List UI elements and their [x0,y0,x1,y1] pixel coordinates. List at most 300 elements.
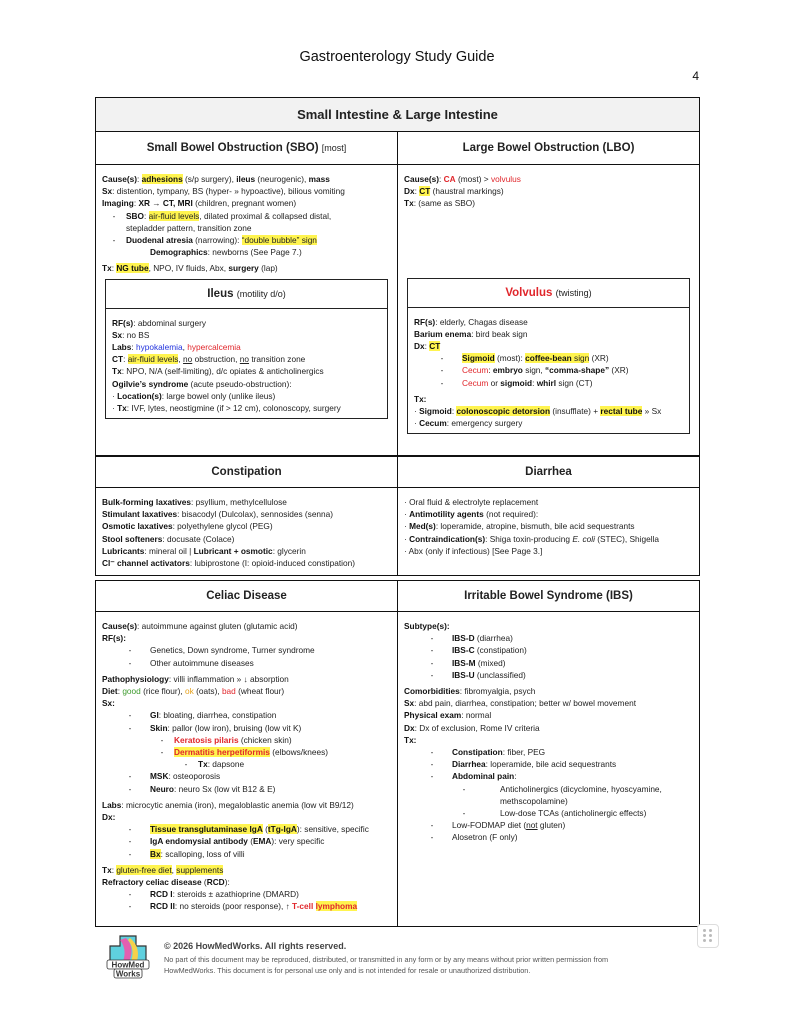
text-span: CT: air-fluid levels, no obstruction, no transition zone [112,354,306,365]
text-span [404,807,693,819]
text-span: air-fluid levels [127,354,179,365]
text-span [404,783,693,795]
text-span: hypokalemia [136,342,183,353]
sbo-xr-finding: - SBO: air-fluid levels, dilated proximal & collapsed distal, [102,210,391,222]
legal-notice [164,954,724,976]
logo-text-1: HowMed [111,960,145,970]
text-span: : bird beak sign [471,328,528,339]
text-span: : pallor (low iron), bruising (low vit K) [167,722,302,733]
text-span: ok [185,686,194,697]
text-span: (not required): [483,509,539,520]
text-span [102,673,391,685]
text-span: “double bubble” sign [241,235,317,246]
text-span: (wheat flour) [235,686,285,697]
text-span: (motility d/o) [236,288,286,299]
copyright: © 2026 HowMedWorks. All rights reserved. [164,941,347,951]
risk-factor-item: - Genetics, Down syndrome, Turner syndrome [102,644,391,656]
ibs-subtype [404,669,693,681]
legal-line: HowMedWorks. This document is for personal use only and is not intended for resale or unauthorized distribution. [164,966,531,975]
text-span: (unclassified) [474,669,526,680]
text-span: CT [429,341,441,352]
text-span: gluten) [537,820,566,831]
text-span: ): sensitive, specific [296,824,369,835]
text-span: Dx [404,186,415,197]
text-span: (children, pregnant women) [192,198,297,209]
text-span: : Shiga toxin-producing [485,533,573,544]
text-span: Cecum [462,377,489,388]
text-span [709,934,712,937]
text-span: not [526,820,538,831]
text-span: Sx: [102,698,115,709]
text-span [703,939,706,942]
text-span: : loperamide, atropine, bismuth, bile acid sequestrants [435,521,635,532]
text-span: RF(s) [112,317,134,328]
text-span: whirl [536,377,557,388]
text-span: methscopolamine) [500,795,568,806]
text-span: Labs: hypokalemia, hypercalcemia [112,342,241,353]
text-span: obstruction, [192,354,240,365]
text-span: ( [201,877,207,888]
text-span: : newborns (See Page 7.) [207,247,302,258]
text-span: : bloating, diarrhea, constipation [158,710,277,721]
sbo-header [96,132,398,165]
volvulus-header [408,279,689,308]
text-span [404,197,693,209]
text-span: E. coli [572,533,595,544]
text-span: - Alosetron (F only) [404,831,693,843]
constipation-diarrhea-table [95,456,700,576]
text-span: Barium enema [414,328,472,339]
text-span: (lap) [258,263,278,274]
text-span: mass [308,174,330,184]
text-span: T-cell [292,901,314,912]
text-span: · Tx: IVF, lytes, neostigmine (if > 12 cm), colonoscopy, surgery [112,403,341,414]
text-span: Cause(s) [102,174,138,184]
text-span: Dx: CT (haustral markings) [404,186,504,197]
text-span [404,770,693,782]
text-span: : steroids ± azathioprine (DMARD) [172,889,299,900]
text-span: Cause(s): CA (most) > volvulus [404,174,521,184]
text-span: Refractory celiac disease [102,877,202,888]
text-span: RCD [206,877,225,888]
text-span: : emergency surgery [446,418,523,429]
text-span: - Cecum or sigmoid: whirl sign (CT) [414,377,683,389]
text-span: Duodenal atresia [126,235,193,246]
text-span [102,799,391,811]
text-span [414,352,683,364]
ileus-body [106,309,387,419]
text-span: : elderly, Chagas disease [435,316,528,327]
ibs-subtype [404,632,693,644]
obstruction-table [95,97,700,456]
text-span: : autoimmune against gluten (glutamic acid) [137,621,298,631]
text-span: air-fluid levels [148,210,200,221]
text-span: Pathophysiology [102,673,169,684]
text-span: RF(s) [414,316,436,327]
text-span: : fiber, PEG [502,747,546,758]
text-span: Sx [102,186,113,197]
text-span: (STEC), Shigella [594,533,659,544]
text-span: Tx: gluten-free diet, supplements [102,864,224,875]
text-span: volvulus [490,174,521,184]
text-span: · Location(s): large bowel only (unlike ileus) [112,390,276,401]
constipation-row [102,533,391,545]
text-span [102,811,391,823]
text-span: (twisting) [555,287,592,298]
text-span [96,488,700,576]
diarrhea-header: Diarrhea [398,457,700,488]
text-span: : bisacodyl (Dulcolax), sennosides (senna) [177,509,334,520]
text-span: Lubricants [102,545,145,556]
text-span [404,685,693,697]
text-span: (XR) [589,353,609,364]
text-span [102,848,391,860]
text-span: Med(s) [409,521,436,532]
text-span: IBS-U [452,669,475,680]
text-span [414,316,683,328]
text-span: Low-FODMAP diet ( [452,820,527,831]
text-span [96,457,700,488]
text-span [112,378,381,390]
text-span: Tx [404,198,414,209]
text-span: Sx [112,329,123,340]
text-span: Ogilvie’s syndrome [112,378,189,389]
text-span: Dx [414,341,425,352]
text-span: surgery [228,263,259,274]
text-span: Sx [404,698,415,709]
text-span: IgA endomysial antibody [150,836,248,847]
text-span: (most) > [455,174,491,184]
text-span: Sigmoid [462,353,495,364]
text-span: GI [150,710,159,721]
text-span: ileus [236,174,256,184]
text-span: Imaging [102,198,134,209]
constipation-row [102,520,391,532]
text-span [102,722,391,734]
text-span [96,132,700,165]
text-span: : dapsone [207,759,245,770]
text-span [102,900,391,912]
text-span [112,329,381,341]
text-span: Bx [150,848,161,859]
text-span: : no BS [122,329,150,340]
text-span [102,697,391,709]
text-span: or [488,377,501,388]
text-span [102,632,391,644]
text-span [404,758,693,770]
text-span: IBS-C [452,645,475,656]
text-span [102,770,391,782]
text-span: Stimulant laxatives [102,509,178,520]
text-span: CT [419,186,431,197]
text-span: - Cecum: embryo sign, “comma-shape” (XR) [414,364,683,376]
text-span: : glycerin [272,545,306,556]
sbo-sx [102,185,391,197]
text-span: Anticholinergics (dicyclomine, hyoscyamine, [500,783,662,794]
text-span: : normal [461,710,492,721]
text-span: sign [571,353,590,364]
text-span: Constipation [452,747,503,758]
text-span: Tissue transglutaminase IgA [150,824,263,835]
text-span: good [122,686,141,697]
text-span [102,835,391,847]
text-span: : [514,771,517,782]
text-span: XR → CT, MRI [138,198,193,209]
text-span [709,929,712,932]
text-span: rectal tube [600,406,643,417]
legal-line: No part of this document may be reproduced, distributed, or transmitted in any form or by any means without prior written permission from [164,955,609,964]
text-span: IBS-D [452,633,475,644]
constipation-header: Constipation [96,457,398,488]
text-span: Keratosis pilaris [174,734,239,745]
text-span: · Sigmoid: colonoscopic detorsion (insufflate) + rectal tube » Sx [414,406,662,417]
sbo-imaging: Imaging: XR → CT, MRI (children, pregnant women) [102,198,297,209]
text-span: (XR) [609,365,629,376]
text-span: SBO [126,210,144,221]
constipation-row [102,496,391,508]
text-span: : IVF, lytes, neostigmine (if > 12 cm), colonoscopy, surgery [126,403,341,414]
text-span: , dilated proximal & collapsed distal, [199,210,332,221]
text-span: Cause(s) [404,174,440,184]
text-span: Labs [102,799,122,810]
text-span: CT [112,354,124,365]
text-span: Dx: [102,812,116,823]
text-span: bad [221,686,236,697]
sbo-tx: Tx: NG tube, NPO, IV fluids, Abx, surgery (lap) [102,263,278,274]
text-span [102,709,391,721]
text-span [404,819,693,831]
text-span [703,929,706,932]
text-span: ): very specific [271,836,325,847]
text-span: Lubricant + osmotic [193,545,273,556]
text-span: Skin [150,722,168,733]
page-number: 4 [692,69,699,83]
celiac-header: Celiac Disease [96,581,398,612]
text-span: ( [247,836,253,847]
text-span: Low-dose TCAs (anticholinergic effects) [500,808,647,819]
text-span [102,746,391,758]
text-span [96,581,700,612]
text-span: Diet: good (rice flour), ok (oats), bad (wheat flour) [102,686,285,697]
text-span: Tx [102,864,112,875]
text-span [96,612,700,927]
text-span [102,620,391,632]
text-span [709,939,712,942]
text-span: (rice flour), [140,686,186,697]
duodenal-atresia [102,234,391,246]
diarrhea-line: · Contraindication(s): Shiga toxin-producing E. coli (STEC), Shigella [404,533,659,544]
text-span: Sigmoid [419,406,452,417]
celiac-ibs-table [95,580,700,927]
text-span: : microcytic anemia (iron), megaloblastic anemia (low vit B9/12) [121,799,354,810]
text-span [404,722,693,734]
text-span: Physical exam [404,710,462,721]
text-span: (oats), [193,686,222,697]
diarrhea-line: · Med(s): loperamide, atropine, bismuth, bile acid sequestrants [404,521,635,532]
text-span: hypercalcemia [187,342,241,353]
text-span: Cause(s) [102,621,138,631]
text-span: : large bowel only (unlike ileus) [161,390,276,401]
text-span: Labs [112,342,132,353]
text-span: Volvulus [505,286,553,299]
sbo-cause: Cause(s): adhesions (s/p surgery), ileus (neurogenic), mass [102,174,330,184]
text-span: sign (CT) [556,377,593,388]
ileus-box [105,279,388,420]
sbo-title: Small Bowel Obstruction (SBO) [146,142,319,154]
sbo-body [96,165,398,456]
text-span: Tx [117,403,127,414]
text-span: adhesions [141,174,183,184]
text-span: Tx: [414,393,427,404]
text-span: : fibromyalgia, psych [459,686,536,697]
text-span [404,620,693,632]
volvulus-box [407,278,690,435]
lbo-header: Large Bowel Obstruction (LBO) [398,132,700,165]
text-span [96,98,700,456]
text-span: : psyllium, methylcellulose [191,497,287,507]
text-span: lymphoma [315,901,358,912]
text-span: » Sx [642,406,662,417]
text-span: : lubiprostone (I: opioid-induced constipation) [189,558,355,569]
text-span [96,98,700,132]
text-span: : polyethylene glycol (PEG) [172,521,273,532]
text-span: Osmotic laxatives [102,521,173,532]
text-span: (diarrhea) [474,633,513,644]
text-span: : osteoporosis [168,771,221,782]
text-span: Dx [404,722,415,733]
text-span: : mineral oil | [144,545,194,556]
text-span [414,393,683,405]
text-span: Subtype(s): [404,621,450,631]
text-span [102,823,391,835]
risk-factor-item: - Other autoimmune diseases [102,657,391,669]
sbo-title-note: [most] [321,143,347,153]
text-span: Tx [112,366,122,377]
constipation-row [102,545,391,557]
diarrhea-body [398,488,700,576]
text-span: Tx [198,759,208,770]
text-span: sign, [522,365,546,376]
text-span [102,734,391,746]
text-span: (acute pseudo-obstruction): [188,378,292,389]
text-span: Stool softeners [102,533,163,544]
ibs-subtype [404,644,693,656]
text-span [96,165,700,456]
duodenal-demographics [102,246,391,258]
text-span [404,746,693,758]
text-span: “comma-shape” [545,365,610,376]
text-span: EMA [252,836,272,847]
text-span: embryo [492,365,523,376]
text-span: : docusate (Colace) [162,533,235,544]
text-span: MSK [150,771,169,782]
footer [106,930,706,982]
text-span: : NPO, N/A (self-limiting), d/c opiates & anticholinergics [121,366,324,377]
text-span: (most): [494,353,526,364]
text-span: Location(s) [117,390,162,401]
constipation-row [102,508,391,520]
text-span: no [239,354,250,365]
text-span: (mixed) [475,657,506,668]
text-span: Cecum [419,418,447,429]
text-span: gluten-free diet [116,864,172,875]
constipation-row [102,557,391,569]
text-span [102,758,391,770]
text-span: coffee-bean [525,353,572,364]
sbo-xr-finding-cont: stepladder pattern, transition zone [126,222,252,233]
text-span [404,709,693,721]
text-span [404,734,693,746]
text-span: : Dx of exclusion, Rome IV criteria [414,722,540,733]
document-title: Gastroenterology Study Guide [299,49,495,65]
text-span: (elbows/knees) [269,747,329,758]
text-span: (chicken skin) [238,734,292,745]
text-span: Ileus [207,287,234,300]
text-span: ( [262,824,268,835]
celiac-body [96,612,398,927]
text-span: tTg-IgA [267,824,297,835]
text-span: Comorbidities [404,686,460,697]
section-banner: Small Intestine & Large Intestine [96,98,700,132]
text-span: colonoscopic detorsion [456,406,551,417]
text-span: Neuro [150,783,174,794]
text-span: Cl⁻ channel activators [102,558,190,569]
text-span: Contraindication(s) [409,533,486,544]
text-span: (s/p surgery), [182,174,237,184]
text-span: (constipation) [474,645,527,656]
howmedworks-logo [106,932,150,980]
volvulus-body [408,308,689,434]
text-span: : villi inflammation » ↓ absorption [168,673,289,684]
text-span [112,365,381,377]
text-span: · Cecum: emergency surgery [414,418,523,429]
text-span [703,934,706,937]
drag-handle-icon[interactable] [697,924,719,948]
logo-text-2: Works [115,969,141,979]
text-span: sigmoid [500,377,533,388]
text-span: Abdominal pain [452,771,515,782]
text-span: : loperamide, bile acid sequestrants [485,759,617,770]
text-span [102,888,391,900]
text-span: RF(s): [102,633,126,644]
text-span: (neurogenic), [255,174,309,184]
text-span: NG tube [116,263,149,274]
text-span [96,581,700,927]
ibs-subtype [404,657,693,669]
text-span: : neuro Sx (low vit B12 & E) [173,783,276,794]
text-span [102,783,391,795]
text-span: CA [443,174,456,184]
text-span: supplements [176,864,224,875]
text-span [112,317,381,329]
diarrhea-line: · Abx (only if infectious) [See Page 3.] [404,545,543,556]
text-span: : distention, tympany, BS (hyper- » hypoactive), bilious vomiting [112,186,345,197]
text-span: Diarrhea [452,759,486,770]
diarrhea-line: · Oral fluid & electrolyte replacement [404,497,539,507]
ileus-header [106,280,387,309]
text-span: : abdominal surgery [133,317,207,328]
text-span: transition zone [249,354,306,365]
text-span: : scalloping, loss of villi [160,848,245,859]
text-span: Tx [102,263,112,274]
text-span: Dermatitis herpetiformis [174,747,270,758]
text-span: RCD I [150,889,173,900]
diarrhea-line: · Antimotility agents (not required): [404,509,539,520]
text-span: RCD II [150,901,175,912]
text-span: : (same as SBO) [413,198,476,209]
constipation-body [96,488,398,576]
text-span: Diet [102,686,118,697]
